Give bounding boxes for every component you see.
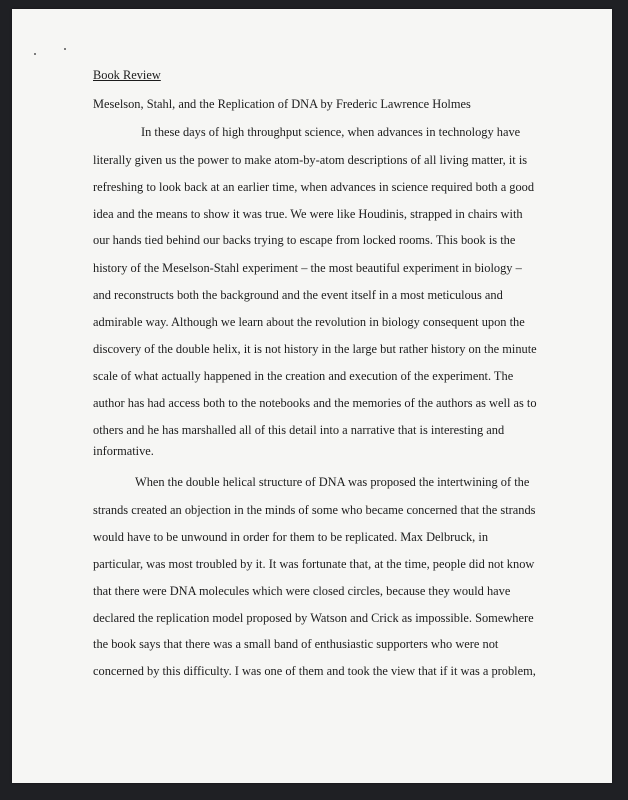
paragraph-line: declared the replication model proposed by Watson and Crick as impossible. Somewhere (93, 611, 534, 625)
paragraph-line: informative. (93, 444, 154, 458)
document-text (93, 0, 537, 800)
paragraph-line: In these days of high throughput science, when advances in technology have (141, 125, 521, 139)
review-heading: Book Review (93, 68, 161, 82)
paragraph-line: our hands tied behind our backs trying to escape from locked rooms. This book is the (93, 233, 516, 247)
paragraph-line: refreshing to look back at an earlier time, when advances in science required both a good (93, 180, 535, 194)
paragraph-line: would have to be unwound in order for them to be replicated. Max Delbruck, in (93, 530, 489, 544)
speck-mark (34, 53, 36, 55)
paragraph-line: idea and the means to show it was true. We were like Houdinis, strapped in chairs with (93, 207, 523, 221)
paragraph-line: scale of what actually happened in the creation and execution of the experiment. The (93, 369, 514, 383)
paragraph-line: concerned by this difficulty. I was one of them and took the view that if it was a problem, (93, 664, 536, 678)
paragraph-line: that there were DNA molecules which were closed circles, because they would have (93, 584, 511, 598)
paragraph-line: history of the Meselson-Stahl experiment – the most beautiful experiment in biology – (93, 261, 522, 275)
paragraph-line: and reconstructs both the background and the event itself in a most meticulous and (93, 288, 503, 302)
paragraph-line: admirable way. Although we learn about the revolution in biology consequent upon the (93, 315, 525, 329)
speck-mark (64, 48, 66, 50)
paragraph-line: discovery of the double helix, it is not history in the large but rather history on the minute (93, 342, 537, 356)
paragraph-line: author has had access both to the notebooks and the memories of the authors as well as to (93, 396, 537, 410)
paragraph-line: others and he has marshalled all of this detail into a narrative that is interesting and (93, 423, 505, 437)
paragraph-line: When the double helical structure of DNA was proposed the intertwining of the (135, 475, 530, 489)
paragraph-line: the book says that there was a small band of enthusiastic supporters who were not (93, 637, 499, 651)
paragraph-line: particular, was most troubled by it. It was fortunate that, at the time, people did not know (93, 557, 535, 571)
paragraph-line: strands created an objection in the minds of some who became concerned that the strands (93, 503, 536, 517)
paragraph-line: literally given us the power to make atom-by-atom descriptions of all living matter, it is (93, 153, 528, 167)
book-title-line: Meselson, Stahl, and the Replication of DNA by Frederic Lawrence Holmes (93, 97, 471, 111)
